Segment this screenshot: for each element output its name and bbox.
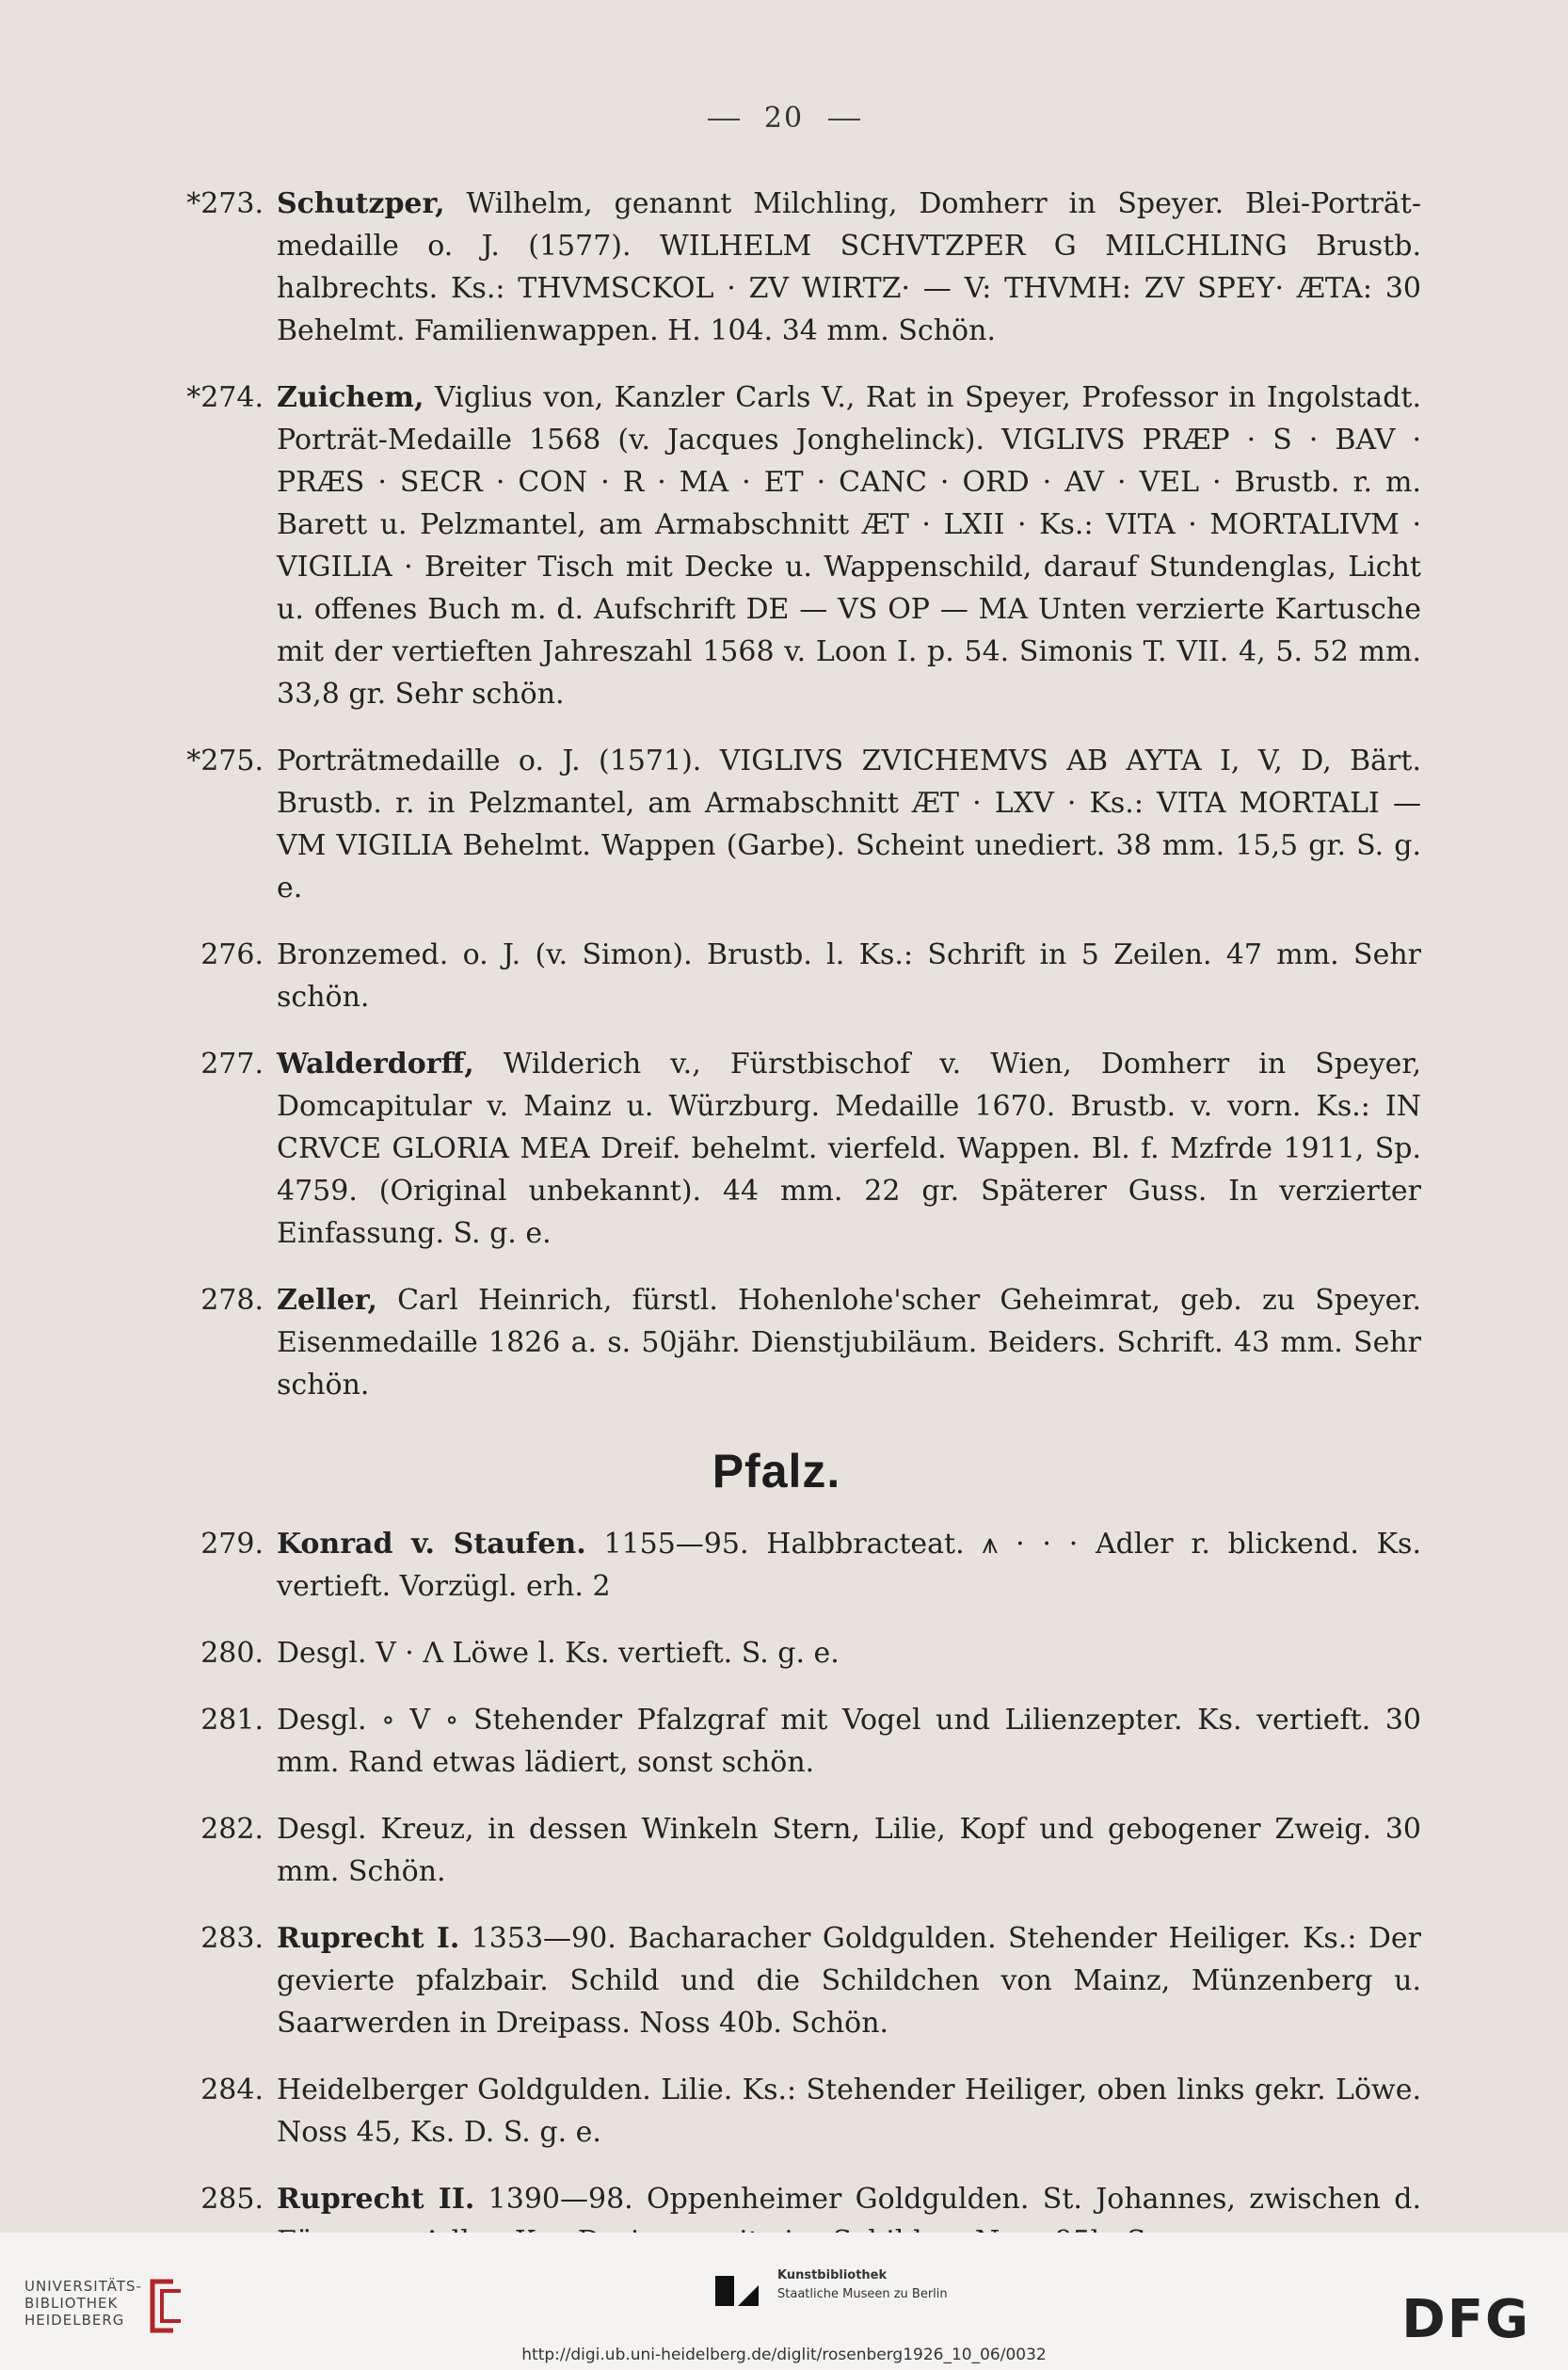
entry-name: Ruprecht I.: [277, 1922, 460, 1955]
entries-top: [132, 183, 1421, 1406]
kunstbibliothek-text: [777, 2266, 948, 2304]
entry-description: Heidelberger Goldgulden. Lilie. Ks.: Stehender Heiliger, oben links gekr. Löwe. Noss 45, Ks. D. S. g. e.: [277, 2074, 1421, 2149]
entries-bottom: [132, 1523, 1421, 2263]
entry-number: 280.: [200, 1637, 264, 1670]
entry-number: 276.: [200, 938, 264, 971]
entry-name: Walderdorff,: [277, 1048, 474, 1081]
entry-number: 279.: [200, 1528, 264, 1561]
catalog-entry: [132, 1699, 1421, 1784]
ub-line-1: UNIVERSITÄTS-: [24, 2278, 142, 2295]
entry-description: Desgl. Kreuz, in dessen Winkeln Stern, Lilie, Kopf und gebogener Zweig. 30 mm. Schön.: [277, 1813, 1421, 1888]
ub-line-3: HEIDELBERG: [24, 2312, 125, 2329]
catalog-entry: [132, 1043, 1421, 1255]
kunstbibliothek-mark-icon: [712, 2270, 768, 2314]
catalog-entry: [132, 376, 1421, 715]
kunstbibliothek-subtitle: Staatliche Museen zu Berlin: [777, 2287, 948, 2301]
entry-description: Desgl. ∘ V ∘ Stehender Pfalzgraf mit Vogel und Lilienzepter. Ks. vertieft. 30 mm. Rand etwas lädiert, sonst schön.: [277, 1704, 1421, 1779]
ub-bracket-icon: [136, 2278, 184, 2334]
entry-name: Zuichem,: [277, 381, 424, 414]
entry-number: 277.: [200, 1048, 264, 1081]
catalog-entry: [132, 1523, 1421, 1608]
dfg-logo[interactable]: DFG: [1401, 2289, 1530, 2350]
entry-description: 1353—90. Bacharacher Goldgulden. Stehender Heiliger. Ks.: Der gevierte pfalzbair. Schild und die Schildchen von Mainz, Münzenberg u. Saarwerden in Dreipass. Noss 40b. Schön.: [277, 1922, 1421, 2040]
entry-number: *273.: [186, 187, 264, 220]
entry-description: Porträtmedaille o. J. (1571). VIGLIVS ZVICHEMVS AB AYTA I, V, D, Bärt. Brustb. r. in Pelzmantel, am Armabschnitt ÆT · LXV · Ks.: VITA MORTALI — VM VIGILIA Behelmt. Wappen (Garbe). Scheint unediert. 38 mm. 15,5 gr. S. g. e.: [277, 745, 1421, 905]
entry-description: Carl Heinrich, fürstl. Hohenlohe'scher Geheimrat, geb. zu Speyer. Eisenmedaille 1826 a. s. 50jähr. Dienstjubiläum. Beiders. Schrift. 43 mm. Sehr schön.: [277, 1284, 1421, 1401]
entry-number: *275.: [186, 745, 264, 777]
catalog-entry: [132, 934, 1421, 1018]
catalog-entry: [132, 740, 1421, 909]
entry-number: 283.: [200, 1922, 264, 1955]
catalog-entries: [132, 183, 1421, 2287]
catalog-entry: [132, 1632, 1421, 1674]
ub-heidelberg-logo[interactable]: [24, 2278, 142, 2329]
entry-description: Wilhelm, genannt Milchling, Domherr in Speyer. Blei-Porträt-medaille o. J. (1577). WILHELM SCHVTZPER G MILCHLING Brustb. halbrechts. Ks.: THVMSCKOL · ZV WIRTZ· — V: THVMH: ZV SPEY· ÆTA: 30 Behelmt. Familienwappen. H. 104. 34 mm. Schön.: [277, 187, 1421, 347]
entry-name: Zeller,: [277, 1284, 377, 1317]
page-number: [0, 102, 1568, 135]
footer-bar: [0, 2233, 1568, 2370]
entry-description: Bronzemed. o. J. (v. Simon). Brustb. l. Ks.: Schrift in 5 Zeilen. 47 mm. Sehr schön.: [277, 938, 1421, 1014]
catalog-entry: [132, 183, 1421, 352]
entry-description: Wilderich v., Fürstbischof v. Wien, Domherr in Speyer, Domcapitular v. Mainz u. Würzburg. Medaille 1670. Brustb. v. vorn. Ks.: IN CRVCE GLORIA MEA Dreif. behelmt. vierfeld. Wappen. Bl. f. Mzfrde 1911, Sp. 4759. (Original unbekannt). 44 mm. 22 gr. Späterer Guss. In verzierter Einfassung. S. g. e.: [277, 1048, 1421, 1250]
catalog-entry: [132, 1917, 1421, 2044]
ub-line-2: BIBLIOTHEK: [24, 2295, 119, 2312]
source-url-link[interactable]: http://digi.ub.uni-heidelberg.de/diglit/rosenberg1926_10_06/0032: [521, 2346, 1047, 2364]
entry-name: Schutzper,: [277, 187, 445, 220]
entry-number: 278.: [200, 1284, 264, 1317]
entry-name: Konrad v. Staufen.: [277, 1528, 586, 1561]
kunstbibliothek-title: Kunstbibliothek: [777, 2268, 888, 2282]
page-number-value: 20: [763, 102, 805, 135]
entry-number: 285.: [200, 2183, 264, 2216]
entry-number: 284.: [200, 2074, 264, 2106]
catalog-entry: [132, 2069, 1421, 2154]
entry-description: Viglius von, Kanzler Carls V., Rat in Speyer, Professor in Ingolstadt. Porträt-Medaille 1568 (v. Jacques Jonghelinck). VIGLIVS PRÆP · S · BAV · PRÆS · SECR · CON · R · MA · ET · CANC · ORD · AV · VEL · Brustb. r. m. Barett u. Pelzmantel, am Armabschnitt ÆT · LXII · Ks.: VITA · MORTALIVM · VIGILIA · Breiter Tisch mit Decke u. Wappenschild, darauf Stundenglas, Licht u. offenes Buch m. d. Aufschrift DE — VS OP — MA Unten verzierte Kartusche mit der vertieften Jahreszahl 1568 v. Loon I. p. 54. Simonis T. VII. 4, 5. 52 mm. 33,8 gr. Sehr schön.: [277, 381, 1421, 711]
entry-description: Desgl. V · Ʌ Löwe l. Ks. vertieft. S. g. e.: [277, 1637, 840, 1670]
entry-number: 281.: [200, 1704, 264, 1737]
ub-heidelberg-text: [24, 2278, 142, 2329]
entry-description: 1390—98. Oppenheimer Goldgulden. St. Johannes, zwischen d.: [488, 2183, 1421, 2216]
section-title: Pfalz.: [712, 1445, 841, 1497]
catalog-entry: [132, 1279, 1421, 1406]
catalog-entry: [132, 1808, 1421, 1893]
entry-number: *274.: [186, 381, 264, 414]
entry-number: 282.: [200, 1813, 264, 1846]
page-number-dash-left: [708, 119, 740, 120]
entry-name: Ruprecht II.: [277, 2183, 475, 2216]
entry-description: 1155—95. Halbbracteat. ⩚ · · · Adler r. blickend. Ks. vertieft. Vorzügl. erh. 2: [277, 1528, 1421, 1603]
page-number-dash-right: [828, 119, 860, 120]
